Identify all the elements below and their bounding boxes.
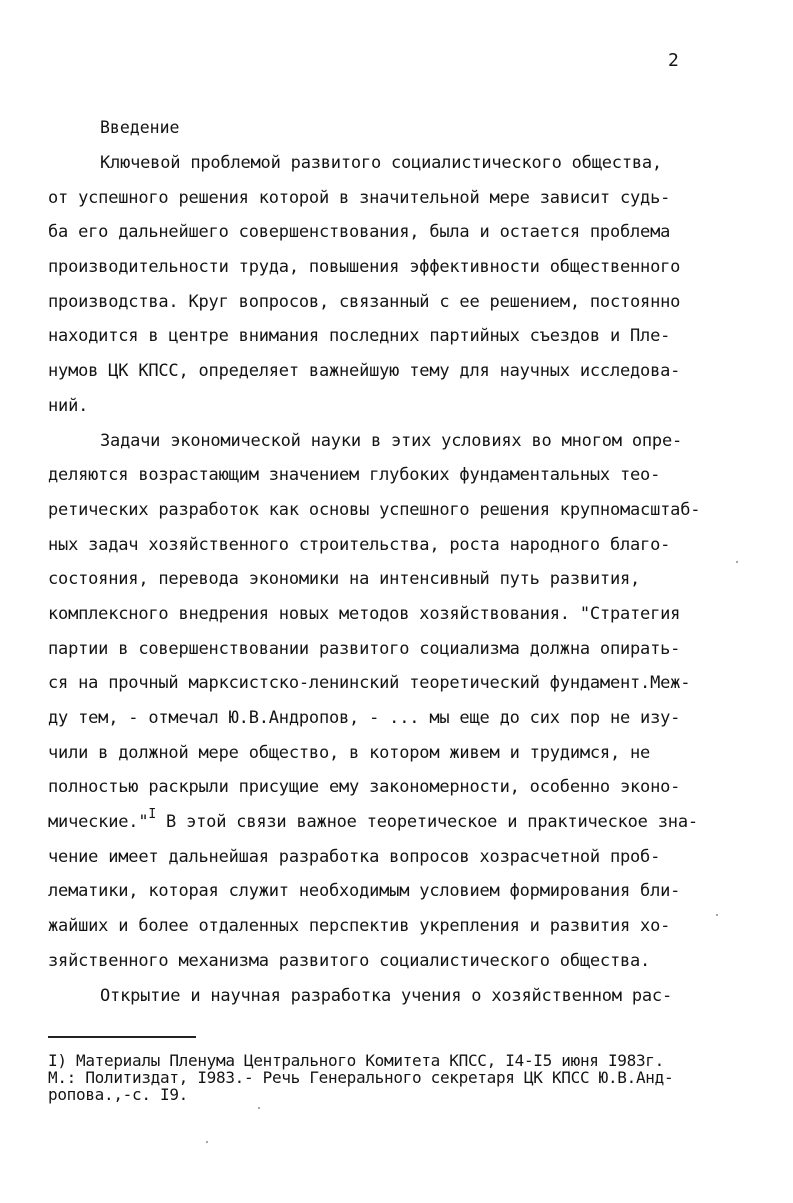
paragraph-1-line: производства. Круг вопросов, связанный с ее решением, постоянно — [48, 291, 681, 312]
scan-speck — [716, 914, 718, 916]
paragraph-2-line-with-footnote — [48, 805, 748, 840]
paragraph-2-line: ных задач хозяйственного строительства, роста народного благо- — [48, 534, 671, 555]
footnote-line: I) Материалы Пленума Центрального Комитета КПСС, I4-I5 июня I983г. — [48, 1051, 664, 1070]
paragraph-2-line: жайших и более отдаленных перспектив укрепления и развития хо- — [48, 916, 671, 937]
paragraph-3-line: Открытие и научная разработка учения о хозяйственном рас- — [100, 985, 672, 1006]
scan-speck — [206, 1141, 208, 1143]
paragraph-1-line: ба его дальнейшего совершенствования, была и остается проблема — [48, 222, 671, 243]
paragraph-2-line-end: В этой связи важное теоретическое и практическое зна- — [156, 812, 698, 833]
paragraph-2-line: лематики, которая служит необходимым условием формирования бли- — [48, 881, 681, 902]
footnote-separator — [48, 1036, 196, 1038]
section-heading: Введение — [100, 118, 180, 137]
paragraph-1-line: от успешного решения которой в значительной мере зависит судь- — [48, 187, 671, 208]
paragraph-1-line: находится в центре внимания последних партийных съездов и Пле- — [48, 326, 671, 347]
paragraph-2-line: состояния, перевода экономики на интенсивный путь развития, — [48, 569, 641, 590]
paragraph-1-line: нумов ЦК КПСС, определяет важнейшую тему для научных исследова- — [48, 361, 681, 382]
footnote-reference-marker: I — [148, 807, 156, 823]
paragraph-2-line: комплексного внедрения новых методов хозяйствования. "Стратегия — [48, 603, 681, 624]
footnote — [48, 1052, 768, 1103]
paragraph-2-line-start: мические." — [48, 812, 149, 833]
paragraph-2-line: деляются возрастающим значением глубоких фундаментальных тео- — [48, 465, 661, 486]
paragraph-1-line: производительности труда, повышения эффективности общественного — [48, 257, 681, 278]
scan-speck — [258, 1107, 260, 1109]
paragraph-1-line: ний. — [48, 395, 89, 416]
paragraph-2-line: ду тем, - отмечал Ю.В.Андропов, - ... мы еще до сих пор не изу- — [48, 708, 681, 728]
body-text — [48, 146, 748, 1013]
paragraph-2-line: Задачи экономической науки в этих условиях во многом опре- — [100, 430, 683, 451]
paragraph-1-line: Ключевой проблемой развитого социалистического общества, — [100, 153, 662, 173]
footnote-line: ропова.,-с. I9. — [48, 1085, 188, 1104]
paragraph-2-line: ся на прочный марксистско-ленинский теоретический фундамент.Меж- — [48, 673, 691, 694]
paragraph-2-line: чение имеет дальнейшая разработка вопросов хозрасчетной проб- — [48, 846, 661, 867]
paragraph-2-line: зяйственного механизма развитого социалистического общества. — [48, 950, 651, 971]
paragraph-2-line: партии в совершенствовании развитого социализма должна опирать- — [48, 638, 681, 659]
paragraph-2-line: ретических разработок как основы успешного решения крупномасштаб- — [48, 499, 701, 520]
paragraph-2-line: полностью раскрыли присущие ему закономерности, особенно эконо- — [48, 777, 681, 798]
footnote-line: М.: Политиздат, I983.- Речь Генерального секретаря ЦК КПСС Ю.В.Анд- — [48, 1068, 674, 1087]
scan-speck — [736, 561, 738, 563]
paragraph-2-line: чили в должной мере общество, в котором живем и трудимся, не — [48, 742, 651, 763]
page-number: 2 — [668, 50, 679, 71]
